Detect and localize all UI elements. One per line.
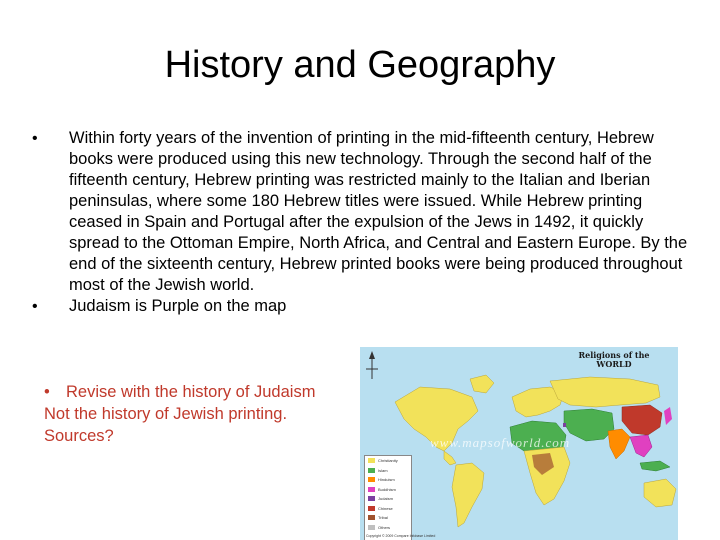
australia-shape <box>644 479 676 507</box>
middle-east-shape <box>564 409 614 441</box>
legend-swatch <box>368 496 375 501</box>
indonesia-shape <box>640 461 670 471</box>
legend-label: Buddhism <box>378 486 396 492</box>
legend-label: Tribal <box>378 515 388 521</box>
bullet-judaism-color: • Judaism is Purple on the map <box>30 296 690 317</box>
legend-label: Hinduism <box>378 477 395 483</box>
china-shape <box>622 405 662 435</box>
legend-item-chinese <box>368 504 411 514</box>
legend-item-hinduism <box>368 475 411 485</box>
legend-label: Others <box>378 524 391 530</box>
map-legend <box>364 455 412 540</box>
legend-item-tribal <box>368 513 411 523</box>
slide-title: History and Geography <box>164 44 556 86</box>
revision-notes <box>44 381 354 447</box>
bullet-history: • Within forty years of the invention of printing in the mid-fifteenth century, Hebrew books were produced using this new technology. Through the second half of the fifteenth century, Hebrew printing was restricted mainly to the Italian and Iberian peninsulas, where some 180 Hebrew titles were issued. While Hebrew printing ceased in Spain and Portugal after the expulsion of the Jews in 1492, it quickly spread to the Ottoman Empire, North Africa, and Central and Eastern Europe. By the end of the sixteenth century, Hebrew printed books were being produced throughout most of the Jewish world. <box>30 128 690 296</box>
legend-item-christianity <box>368 456 411 466</box>
legend-label: Islam <box>378 467 388 473</box>
legend-swatch <box>368 525 375 530</box>
map-watermark: www.mapsofworld.com <box>430 435 571 450</box>
south-america-shape <box>452 463 484 527</box>
legend-swatch <box>368 468 375 473</box>
compass-icon <box>366 351 378 379</box>
legend-label: Chinese <box>378 505 393 511</box>
note-bullet: • <box>44 383 50 401</box>
legend-item-others <box>368 523 411 533</box>
legend-swatch <box>368 506 375 511</box>
map-title <box>568 351 660 369</box>
russia-shape <box>550 377 660 407</box>
note-revise: Revise with the history of Judaism <box>66 383 316 401</box>
map-copyright: Copyright © 2009 Compare Infobase Limited <box>366 534 436 538</box>
legend-label: Judaism <box>378 496 393 502</box>
map-title-line1: Religions of the <box>578 350 650 360</box>
legend-item-islam <box>368 466 411 476</box>
legend-item-buddhism <box>368 485 411 495</box>
southeast-asia-shape <box>630 435 652 457</box>
central-america-shape <box>444 451 456 465</box>
legend-swatch <box>368 477 375 482</box>
greenland-shape <box>470 375 494 393</box>
legend-item-judaism <box>368 494 411 504</box>
bullet-list <box>30 128 690 317</box>
israel-marker <box>563 423 566 427</box>
legend-swatch <box>368 515 375 520</box>
note-sources: Sources? <box>44 427 114 445</box>
map-title-line2: WORLD <box>596 359 632 369</box>
legend-label: Christianity <box>378 458 398 464</box>
note-not-printing: Not the history of Jewish printing. <box>44 405 288 423</box>
india-shape <box>608 429 630 459</box>
legend-swatch <box>368 458 375 463</box>
japan-shape <box>664 407 672 425</box>
legend-swatch <box>368 487 375 492</box>
world-religions-map <box>360 347 678 540</box>
